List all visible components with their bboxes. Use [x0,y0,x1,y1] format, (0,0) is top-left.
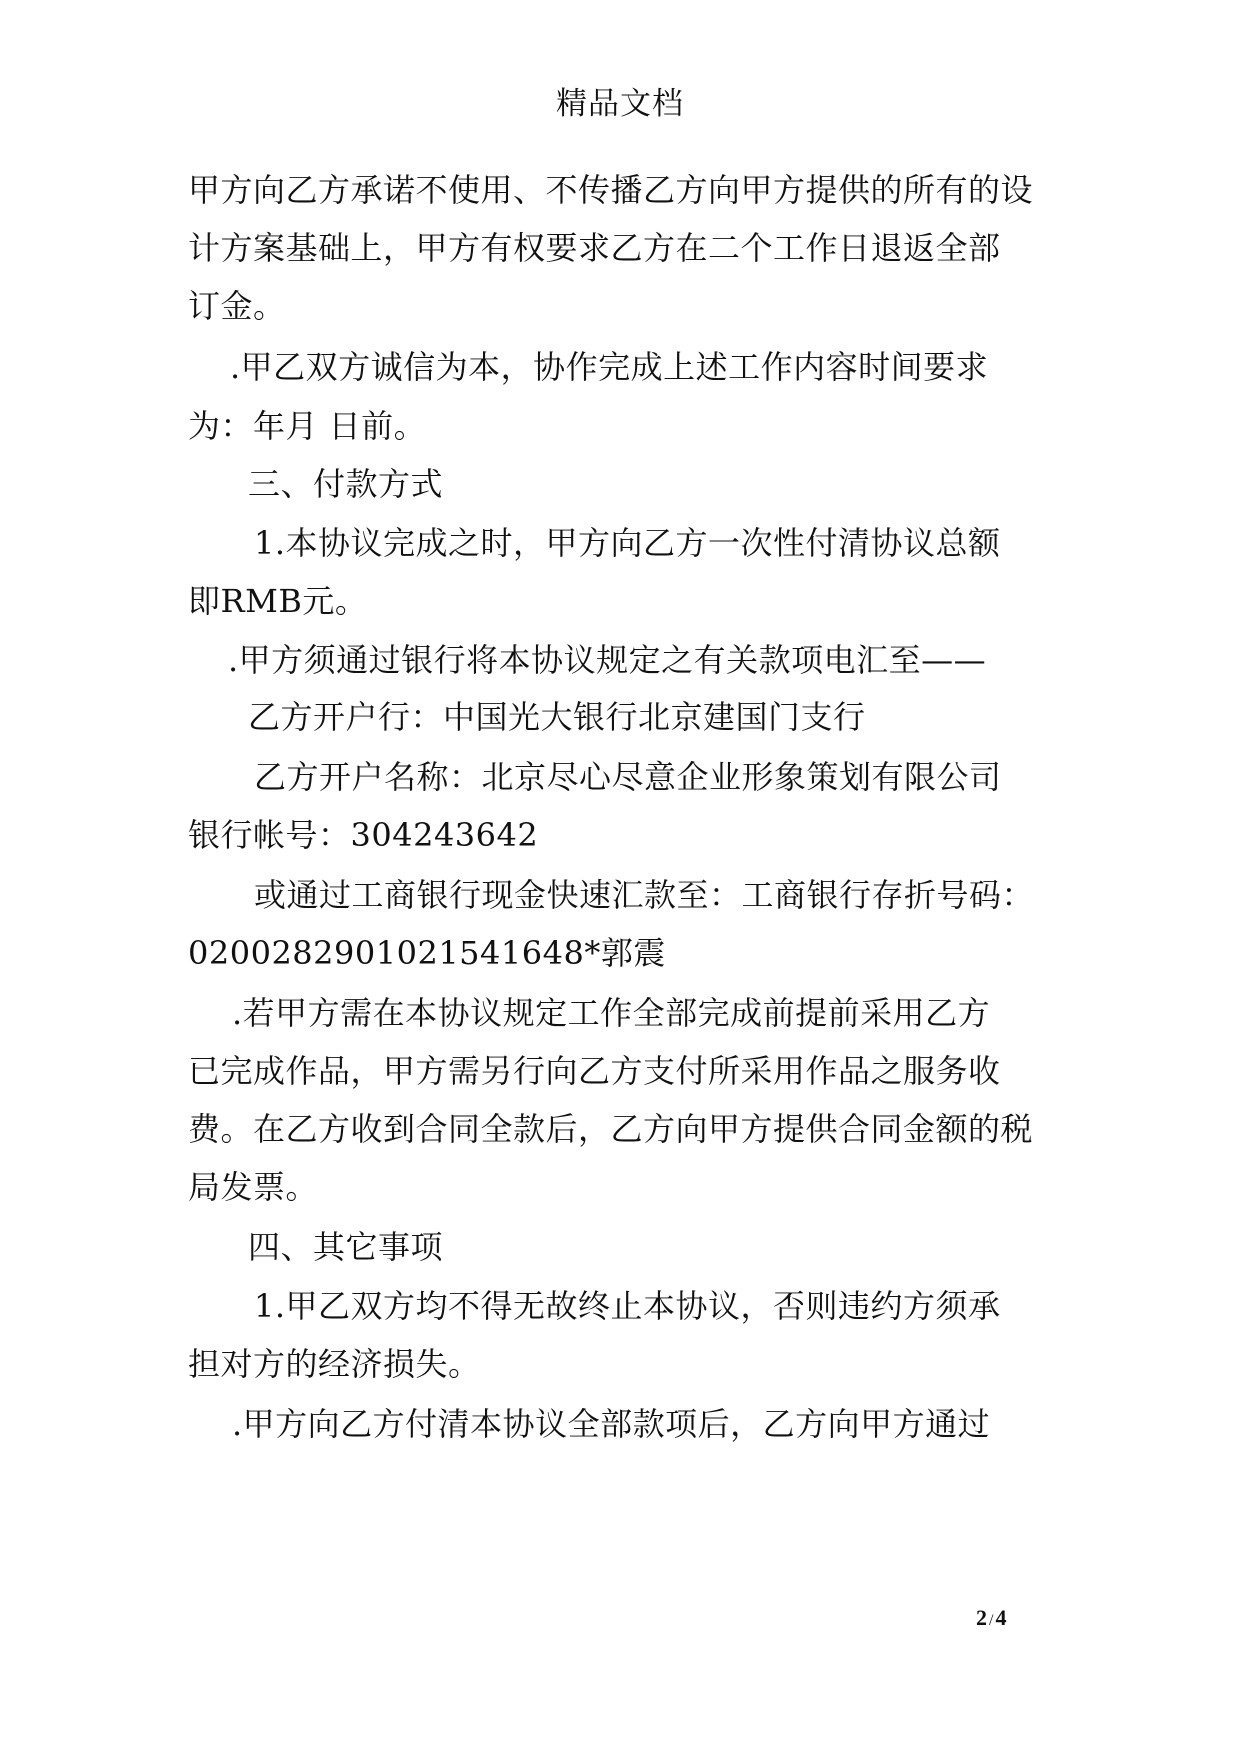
section-heading: 四、其它事项 [248,1228,444,1266]
section-heading: 三、付款方式 [248,465,444,503]
page-number [976,1604,1006,1635]
text-line: 已完成作品，甲方需另行向乙方支付所采用作品之服务收 [188,1052,1001,1090]
text-line: 局发票。 [188,1168,319,1206]
text-line: 为：年月 日前。 [188,407,427,445]
text-line: 甲方向乙方承诺不使用、不传播乙方向甲方提供的所有的设 [188,171,1034,209]
text-line: 乙方开户行：中国光大银行北京建国门支行 [248,698,866,736]
page-header-title: 精品文档 [556,86,684,122]
text-line: 即RMB元。 [188,582,368,620]
text-line: .甲方须通过银行将本协议规定之有关款项电汇至—— [228,641,987,679]
text-line: 乙方开户名称：北京尽心尽意企业形象策划有限公司 [254,758,1002,796]
text-line: 订金。 [188,287,286,325]
text-line: 0200282901021541648*郭震 [188,934,666,972]
text-line: 1.本协议完成之时，甲方向乙方一次性付清协议总额 [254,524,1001,562]
text-line: 1.甲乙双方均不得无故终止本协议，否则违约方须承 [254,1287,1001,1325]
page-separator: / [989,1612,994,1629]
current-page-number: 2 [976,1605,987,1630]
text-line: 银行帐号：304243642 [188,816,539,854]
document-body [188,168,1068,1446]
text-line: .甲乙双方诚信为本，协作完成上述工作内容时间要求 [230,348,989,386]
text-line: 费。在乙方收到合同全款后，乙方向甲方提供合同金额的税 [188,1110,1034,1148]
text-line: .若甲方需在本协议规定工作全部完成前提前采用乙方 [232,994,991,1032]
text-line: 计方案基础上，甲方有权要求乙方在二个工作日退返全部 [188,229,1001,267]
text-line: .甲方向乙方付清本协议全部款项后，乙方向甲方通过 [232,1405,991,1443]
text-line: 担对方的经济损失。 [188,1345,481,1383]
total-page-count: 4 [995,1605,1007,1630]
text-line: 或通过工商银行现金快速汇款至：工商银行存折号码： [254,876,1035,914]
